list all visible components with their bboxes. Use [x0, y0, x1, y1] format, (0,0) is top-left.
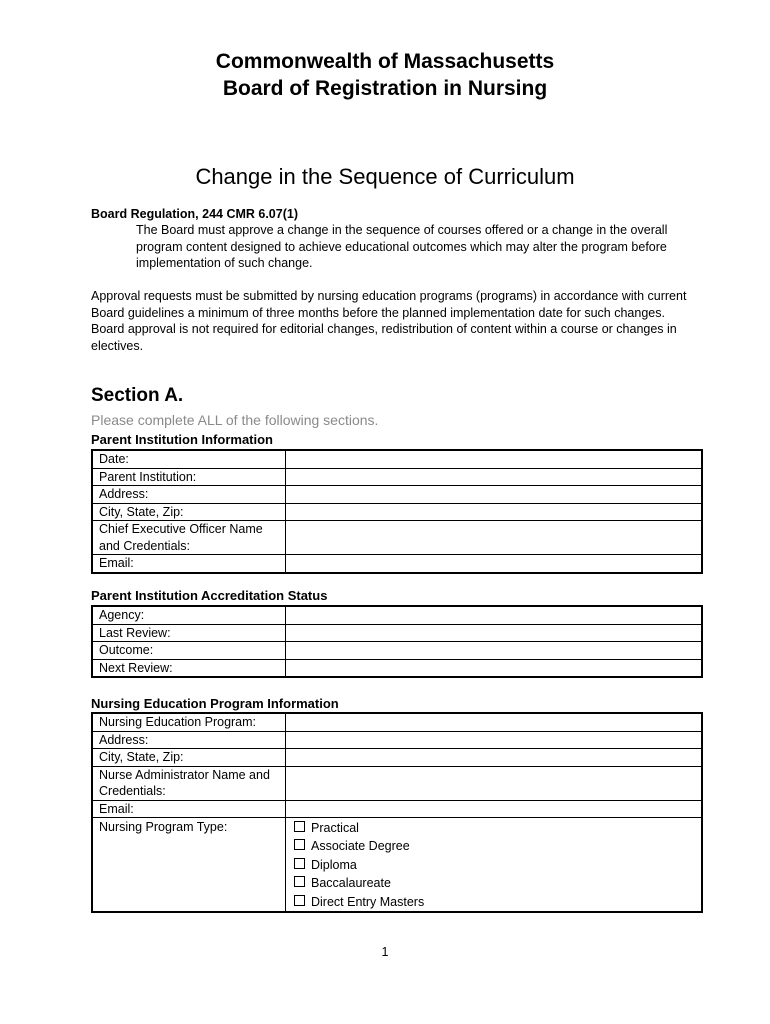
table-row	[92, 468, 702, 486]
header-line-1: Commonwealth of Massachusetts	[215, 50, 555, 73]
program-info-table	[91, 712, 703, 913]
program-type-label-text: Baccalaureate	[311, 876, 391, 891]
regulation-text: The Board must approve a change in the sequence of courses offered or a change in the overall program content designed to achieve educational outcomes which may alter the program before implementation of such change.	[136, 223, 668, 270]
program-info-field[interactable]	[286, 749, 703, 767]
accreditation-field[interactable]	[286, 606, 703, 624]
table-row	[92, 606, 702, 624]
table-row	[92, 450, 702, 468]
checkbox-icon[interactable]	[294, 839, 305, 850]
checkbox-icon[interactable]	[294, 895, 305, 906]
accreditation-table	[91, 605, 703, 678]
parent-info-heading: Parent Institution Information	[91, 432, 273, 447]
program-type-options	[286, 818, 703, 913]
parent-info-field[interactable]	[286, 555, 703, 573]
document-title: Change in the Sequence of Curriculum	[195, 164, 575, 189]
table-row	[92, 555, 702, 573]
program-type-row	[92, 818, 702, 913]
program-type-option[interactable]	[292, 819, 701, 837]
program-info-field[interactable]	[286, 713, 703, 731]
accreditation-field[interactable]	[286, 624, 703, 642]
program-info-heading: Nursing Education Program Information	[91, 696, 339, 711]
program-type-option[interactable]	[292, 856, 701, 874]
table-row	[92, 486, 702, 504]
header-line-2: Board of Registration in Nursing	[222, 77, 548, 100]
program-type-option[interactable]	[292, 893, 701, 911]
program-type-option[interactable]	[292, 837, 701, 855]
table-row	[92, 521, 702, 555]
accreditation-field[interactable]	[286, 659, 703, 677]
parent-info-label: Address:	[92, 486, 286, 504]
table-row	[92, 713, 702, 731]
program-info-label: City, State, Zip:	[92, 749, 286, 767]
table-row	[92, 659, 702, 677]
accreditation-label: Last Review:	[92, 624, 286, 642]
table-row	[92, 800, 702, 818]
program-info-field[interactable]	[286, 800, 703, 818]
section-title: Section A.	[91, 385, 184, 406]
accreditation-label: Next Review:	[92, 659, 286, 677]
parent-info-label: City, State, Zip:	[92, 503, 286, 521]
table-row	[92, 503, 702, 521]
program-info-field[interactable]	[286, 766, 703, 800]
program-info-label: Address:	[92, 731, 286, 749]
accreditation-label: Outcome:	[92, 642, 286, 660]
table-row	[92, 624, 702, 642]
program-type-label-text: Associate Degree	[311, 839, 410, 854]
section-note: Please complete ALL of the following sections.	[91, 412, 379, 428]
parent-info-field[interactable]	[286, 521, 703, 555]
program-type-option[interactable]	[292, 874, 701, 892]
accreditation-heading: Parent Institution Accreditation Status	[91, 588, 328, 603]
table-row	[92, 749, 702, 767]
parent-info-field[interactable]	[286, 486, 703, 504]
page-number: 1	[381, 945, 389, 959]
program-info-label: Email:	[92, 800, 286, 818]
program-info-label: Nursing Education Program:	[92, 713, 286, 731]
parent-info-field[interactable]	[286, 468, 703, 486]
program-info-field[interactable]	[286, 731, 703, 749]
intro-paragraph: Approval requests must be submitted by nursing education programs (programs) in accordance with current Board guidelines a minimum of three months before the planned implementation date for such changes. Board approval is not required for editorial changes, redistribution of content within a course or changes in electives.	[91, 289, 687, 353]
document-header	[0, 48, 770, 102]
program-info-label: Nurse Administrator Name and Credentials:	[92, 766, 286, 800]
parent-info-table	[91, 449, 703, 574]
table-row	[92, 642, 702, 660]
regulation-heading: Board Regulation, 244 CMR 6.07(1)	[91, 207, 298, 221]
program-type-label-text: Direct Entry Masters	[311, 894, 425, 909]
accreditation-label: Agency:	[92, 606, 286, 624]
checkbox-icon[interactable]	[294, 821, 305, 832]
checkbox-icon[interactable]	[294, 858, 305, 869]
program-type-label: Nursing Program Type:	[92, 818, 286, 913]
accreditation-field[interactable]	[286, 642, 703, 660]
program-type-label-text: Practical	[311, 821, 359, 835]
program-type-label-text: Diploma	[311, 857, 357, 872]
parent-info-field[interactable]	[286, 450, 703, 468]
parent-info-label: Email:	[92, 555, 286, 573]
parent-info-label: Chief Executive Officer Name and Credentials:	[92, 521, 286, 555]
parent-info-label: Date:	[92, 450, 286, 468]
checkbox-icon[interactable]	[294, 876, 305, 887]
table-row	[92, 731, 702, 749]
parent-info-field[interactable]	[286, 503, 703, 521]
table-row	[92, 766, 702, 800]
parent-info-label: Parent Institution:	[92, 468, 286, 486]
